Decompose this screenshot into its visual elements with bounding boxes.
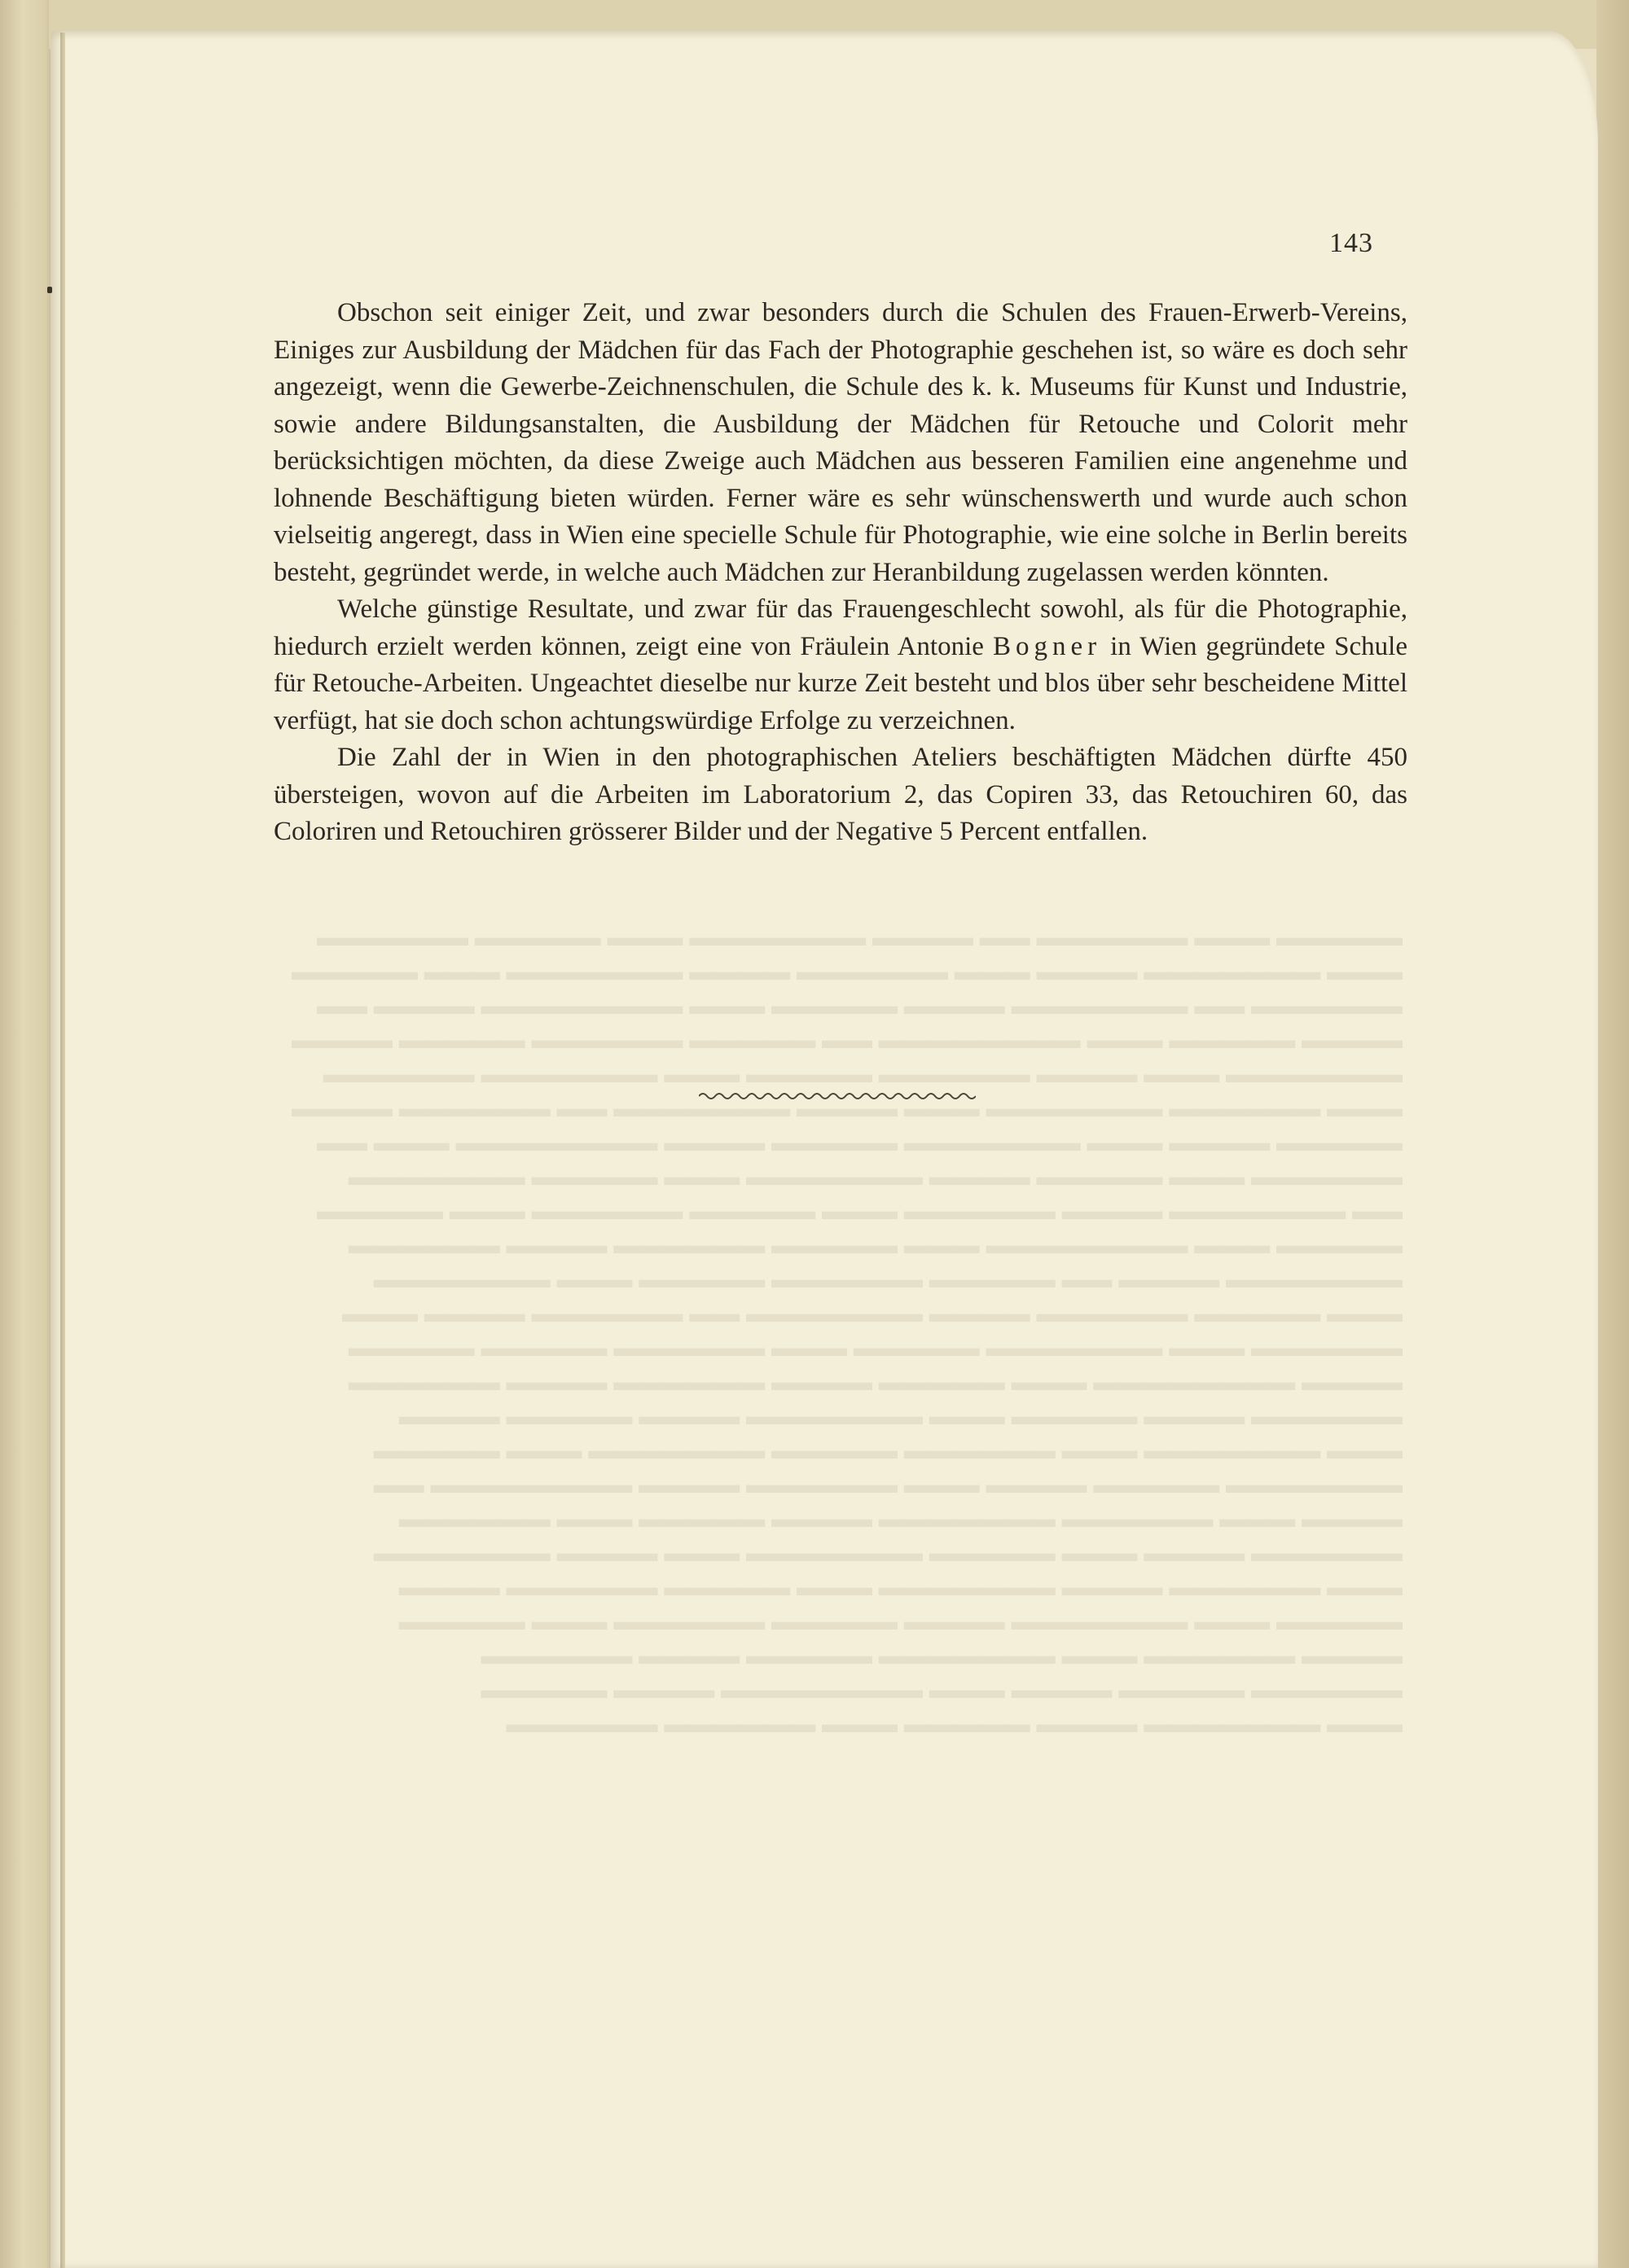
paragraph-3: Die Zahl der in Wien in den photographischen Ateliers beschäftigten Mädchen dürfte 450 übersteigen, wovon auf die Arbeiten im Laboratorium 2, das Copiren 33, das Retouchiren 60, das Coloriren und Retouchiren grösserer Bilder und der Negative 5 Percent entfallen. [274,743,1407,846]
paragraph-2-text-after: in Wien gegründete Schule für Retouche-Arbeiten. Ungeachtet dieselbe nur kurze Zeit besteht und blos über sehr bescheidene Mittel verfügt, hat sie doch schon achtungswürdige Erfolge zu verzeichnen. [274,631,1407,735]
paragraph-2-text-before: Welche günstige Resultate, und zwar für das Frauengeschlecht sowohl, als für die Photographie, hiedurch erzielt werden können, zeigt eine von Fräulein Antonie [274,594,1407,661]
page-number: 143 [1329,228,1373,258]
scan-right-edge [1596,0,1629,2268]
spaced-name: Bogner [992,631,1102,661]
margin-mark [47,287,52,293]
wavy-rule-ornament [699,1090,976,1103]
scan-left-edge [0,0,57,2268]
binding-shadow [60,33,65,2268]
body-text [274,295,1407,851]
paragraph-2 [274,591,1407,739]
paragraph-1: Obschon seit einiger Zeit, und zwar besonders durch die Schulen des Frauen-Erwerb-Vereins, Einiges zur Ausbildung der Mädchen für das Fach der Photographie geschehen ist, so wäre es doch sehr angezeigt, wenn die Gewerbe-Zeichnenschulen, die Schule des k. k. Museums für Kunst und Industrie, sowie andere Bildungsanstalten, die Ausbildung der Mädchen für Retouche und Colorit mehr berücksichtigen möchten, da diese Zweige auch Mädchen aus besseren Familien eine angenehme und lohnende Beschäftigung bieten würden. Ferner wäre es sehr wünschenswerth und wurde auch schon vielseitig angeregt, dass in Wien eine specielle Schule für Photographie, wie eine solche in Berlin bereits besteht, gegründet werde, in welche auch Mädchen zur Heranbildung zugelassen werden könnten. [274,298,1407,587]
